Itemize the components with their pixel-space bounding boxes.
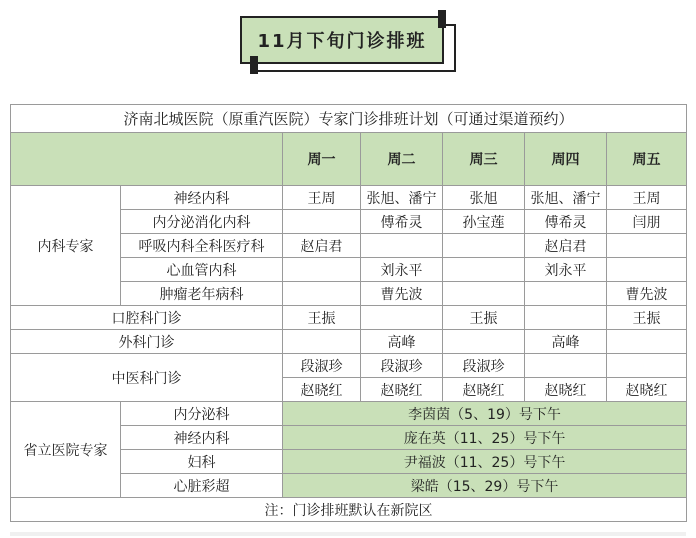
dept-cell: 神经内科 <box>121 186 283 210</box>
dept-cell: 呼吸内科全科医疗科 <box>121 234 283 258</box>
banner-corner-mark <box>438 10 446 28</box>
doctor-cell: 刘永平 <box>361 258 443 282</box>
doctor-cell: 张旭 <box>443 186 525 210</box>
dept-cell: 内分泌科 <box>121 402 283 426</box>
doctor-cell: 闫朋 <box>607 210 687 234</box>
schedule-info-cell: 李茵茵（5、19）号下午 <box>283 402 687 426</box>
doctor-cell <box>607 234 687 258</box>
day-header: 周一 <box>283 133 361 186</box>
doctor-cell: 张旭、潘宁 <box>525 186 607 210</box>
doctor-cell <box>283 258 361 282</box>
doctor-cell <box>525 306 607 330</box>
doctor-cell <box>283 210 361 234</box>
doctor-cell: 刘永平 <box>525 258 607 282</box>
doctor-cell: 赵晓红 <box>443 378 525 402</box>
doctor-cell: 赵晓红 <box>607 378 687 402</box>
doctor-cell: 赵晓红 <box>283 378 361 402</box>
banner <box>240 16 456 72</box>
schedule-info-cell: 尹福波（11、25）号下午 <box>283 450 687 474</box>
doctor-cell: 傅希灵 <box>361 210 443 234</box>
doctor-cell <box>443 282 525 306</box>
doctor-cell: 高峰 <box>361 330 443 354</box>
doctor-cell: 王振 <box>443 306 525 330</box>
doctor-cell: 王振 <box>607 306 687 330</box>
doctor-cell <box>283 330 361 354</box>
dept-cell: 心脏彩超 <box>121 474 283 498</box>
dept-cell: 妇科 <box>121 450 283 474</box>
dept-cell: 内分泌消化内科 <box>121 210 283 234</box>
header-row <box>11 133 687 186</box>
doctor-cell <box>607 330 687 354</box>
dept-cell: 外科门诊 <box>11 330 283 354</box>
doctor-cell <box>443 330 525 354</box>
bottom-divider <box>10 532 686 536</box>
doctor-cell: 高峰 <box>525 330 607 354</box>
dept-cell: 口腔科门诊 <box>11 306 283 330</box>
doctor-cell: 张旭、潘宁 <box>361 186 443 210</box>
day-header: 周三 <box>443 133 525 186</box>
doctor-cell <box>283 282 361 306</box>
doctor-cell: 赵启君 <box>283 234 361 258</box>
doctor-cell <box>443 234 525 258</box>
table-row <box>11 330 687 354</box>
doctor-cell <box>525 282 607 306</box>
doctor-cell <box>607 354 687 378</box>
group-label: 省立医院专家 <box>11 402 121 498</box>
doctor-cell: 王周 <box>283 186 361 210</box>
table-row <box>11 402 687 426</box>
table-row <box>11 354 687 378</box>
dept-cell: 肿瘤老年病科 <box>121 282 283 306</box>
doctor-cell <box>607 258 687 282</box>
table-note: 注：门诊排班默认在新院区 <box>11 498 687 522</box>
day-header: 周二 <box>361 133 443 186</box>
day-header: 周五 <box>607 133 687 186</box>
doctor-cell: 段淑珍 <box>443 354 525 378</box>
doctor-cell: 傅希灵 <box>525 210 607 234</box>
dept-cell: 神经内科 <box>121 426 283 450</box>
doctor-cell: 赵晓红 <box>525 378 607 402</box>
doctor-cell <box>525 354 607 378</box>
banner-title: 11月下旬门诊排班 <box>240 16 444 64</box>
doctor-cell: 段淑珍 <box>283 354 361 378</box>
doctor-cell <box>443 258 525 282</box>
dept-cell: 中医科门诊 <box>11 354 283 402</box>
doctor-cell: 曹先波 <box>607 282 687 306</box>
header-blank <box>11 133 283 186</box>
doctor-cell <box>361 306 443 330</box>
banner-corner-mark <box>250 56 258 74</box>
doctor-cell: 王振 <box>283 306 361 330</box>
schedule-table <box>10 104 687 522</box>
table-title: 济南北城医院（原重汽医院）专家门诊排班计划（可通过渠道预约） <box>11 105 687 133</box>
schedule-info-cell: 梁皓（15、29）号下午 <box>283 474 687 498</box>
dept-cell: 心血管内科 <box>121 258 283 282</box>
doctor-cell: 孙宝莲 <box>443 210 525 234</box>
doctor-cell: 赵启君 <box>525 234 607 258</box>
schedule-info-cell: 庞在英（11、25）号下午 <box>283 426 687 450</box>
group-label: 内科专家 <box>11 186 121 306</box>
day-header: 周四 <box>525 133 607 186</box>
table-row <box>11 186 687 210</box>
doctor-cell: 王周 <box>607 186 687 210</box>
doctor-cell: 曹先波 <box>361 282 443 306</box>
doctor-cell: 段淑珍 <box>361 354 443 378</box>
doctor-cell: 赵晓红 <box>361 378 443 402</box>
table-row <box>11 306 687 330</box>
doctor-cell <box>361 234 443 258</box>
